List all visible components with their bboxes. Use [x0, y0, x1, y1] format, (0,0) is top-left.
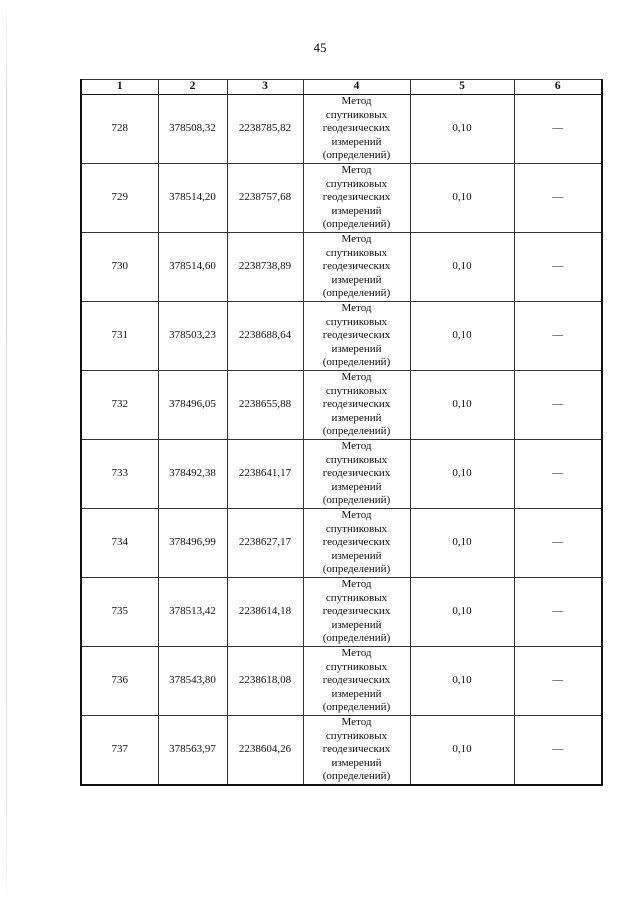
method-line: Метод: [341, 440, 372, 453]
method-line: (определений): [322, 356, 391, 369]
point-number-cell: 731: [81, 302, 158, 371]
method-line: измерений: [331, 204, 382, 217]
method-line: измерений: [331, 273, 382, 286]
method-line: геодезических: [322, 122, 391, 135]
note-cell: —: [514, 716, 602, 786]
y-coordinate-cell: 2238757,68: [227, 164, 303, 233]
method-line: спутниковых: [325, 591, 388, 604]
method-line: Метод: [341, 233, 372, 246]
table-row: [81, 716, 602, 786]
method-line: геодезических: [322, 260, 391, 273]
accuracy-cell: 0,10: [410, 95, 514, 164]
method-line: спутниковых: [325, 660, 388, 673]
accuracy-cell: 0,10: [410, 302, 514, 371]
method-line: Метод: [341, 578, 372, 591]
method-line: измерений: [331, 480, 382, 493]
point-number-cell: 728: [81, 95, 158, 164]
method-line: Метод: [341, 164, 372, 177]
point-number-cell: 737: [81, 716, 158, 786]
x-coordinate-cell: 378492,38: [158, 440, 227, 509]
x-coordinate-cell: 378508,32: [158, 95, 227, 164]
table-row: [81, 164, 602, 233]
method-line: (определений): [322, 425, 391, 438]
x-coordinate-cell: 378496,05: [158, 371, 227, 440]
method-cell: [303, 164, 410, 233]
header-col-2: 2: [158, 80, 227, 95]
scan-edge-shadow: [6, 0, 7, 905]
coordinates-table: [80, 79, 603, 786]
header-col-6: 6: [514, 80, 602, 95]
method-line: измерений: [331, 687, 382, 700]
y-coordinate-cell: 2238614,18: [227, 578, 303, 647]
x-coordinate-cell: 378514,20: [158, 164, 227, 233]
method-line: Метод: [341, 371, 372, 384]
method-line: измерений: [331, 618, 382, 631]
x-coordinate-cell: 378496,99: [158, 509, 227, 578]
accuracy-cell: 0,10: [410, 233, 514, 302]
method-cell: [303, 302, 410, 371]
method-line: Метод: [341, 95, 372, 108]
point-number-cell: 736: [81, 647, 158, 716]
method-line: геодезических: [322, 191, 391, 204]
method-line: измерений: [331, 342, 382, 355]
method-line: (определений): [322, 149, 391, 162]
x-coordinate-cell: 378503,23: [158, 302, 227, 371]
method-line: измерений: [331, 756, 382, 769]
method-cell: [303, 647, 410, 716]
method-line: спутниковых: [325, 246, 388, 259]
method-line: геодезических: [322, 743, 391, 756]
method-line: измерений: [331, 411, 382, 424]
method-cell: [303, 716, 410, 786]
method-line: геодезических: [322, 536, 391, 549]
method-line: спутниковых: [325, 315, 388, 328]
point-number-cell: 734: [81, 509, 158, 578]
y-coordinate-cell: 2238688,64: [227, 302, 303, 371]
method-line: геодезических: [322, 329, 391, 342]
table-row: [81, 302, 602, 371]
method-line: (определений): [322, 701, 391, 714]
method-line: спутниковых: [325, 729, 388, 742]
y-coordinate-cell: 2238641,17: [227, 440, 303, 509]
note-cell: —: [514, 95, 602, 164]
table-row: [81, 440, 602, 509]
method-line: спутниковых: [325, 522, 388, 535]
method-line: геодезических: [322, 398, 391, 411]
method-line: (определений): [322, 494, 391, 507]
method-line: (определений): [322, 770, 391, 783]
method-line: спутниковых: [325, 384, 388, 397]
accuracy-cell: 0,10: [410, 578, 514, 647]
method-line: измерений: [331, 549, 382, 562]
method-cell: [303, 371, 410, 440]
table-row: [81, 578, 602, 647]
point-number-cell: 730: [81, 233, 158, 302]
y-coordinate-cell: 2238618,08: [227, 647, 303, 716]
note-cell: —: [514, 371, 602, 440]
method-line: спутниковых: [325, 177, 388, 190]
x-coordinate-cell: 378513,42: [158, 578, 227, 647]
header-col-5: 5: [410, 80, 514, 95]
method-line: спутниковых: [325, 108, 388, 121]
header-col-3: 3: [227, 80, 303, 95]
point-number-cell: 729: [81, 164, 158, 233]
header-col-1: 1: [81, 80, 158, 95]
note-cell: —: [514, 164, 602, 233]
method-cell: [303, 440, 410, 509]
table-row: [81, 647, 602, 716]
method-line: спутниковых: [325, 453, 388, 466]
method-line: Метод: [341, 647, 372, 660]
x-coordinate-cell: 378543,80: [158, 647, 227, 716]
note-cell: —: [514, 647, 602, 716]
table-row: [81, 233, 602, 302]
y-coordinate-cell: 2238738,89: [227, 233, 303, 302]
method-line: (определений): [322, 218, 391, 231]
header-col-4: 4: [303, 80, 410, 95]
x-coordinate-cell: 378514,60: [158, 233, 227, 302]
method-line: Метод: [341, 509, 372, 522]
method-line: (определений): [322, 287, 391, 300]
accuracy-cell: 0,10: [410, 647, 514, 716]
y-coordinate-cell: 2238627,17: [227, 509, 303, 578]
accuracy-cell: 0,10: [410, 164, 514, 233]
page-number: 45: [313, 40, 327, 55]
method-line: Метод: [341, 716, 372, 729]
table-row: [81, 95, 602, 164]
table-header-row: [81, 80, 602, 95]
note-cell: —: [514, 440, 602, 509]
method-line: (определений): [322, 632, 391, 645]
point-number-cell: 733: [81, 440, 158, 509]
x-coordinate-cell: 378563,97: [158, 716, 227, 786]
accuracy-cell: 0,10: [410, 509, 514, 578]
accuracy-cell: 0,10: [410, 716, 514, 786]
point-number-cell: 735: [81, 578, 158, 647]
accuracy-cell: 0,10: [410, 440, 514, 509]
method-line: геодезических: [322, 605, 391, 618]
method-line: измерений: [331, 135, 382, 148]
table-body: [81, 95, 602, 786]
method-cell: [303, 578, 410, 647]
method-line: геодезических: [322, 467, 391, 480]
method-line: геодезических: [322, 674, 391, 687]
y-coordinate-cell: 2238655,88: [227, 371, 303, 440]
table-row: [81, 509, 602, 578]
method-line: (определений): [322, 563, 391, 576]
point-number-cell: 732: [81, 371, 158, 440]
method-line: Метод: [341, 302, 372, 315]
accuracy-cell: 0,10: [410, 371, 514, 440]
y-coordinate-cell: 2238785,82: [227, 95, 303, 164]
y-coordinate-cell: 2238604,26: [227, 716, 303, 786]
note-cell: —: [514, 233, 602, 302]
note-cell: —: [514, 509, 602, 578]
note-cell: —: [514, 302, 602, 371]
method-cell: [303, 95, 410, 164]
table-row: [81, 371, 602, 440]
note-cell: —: [514, 578, 602, 647]
method-cell: [303, 509, 410, 578]
method-cell: [303, 233, 410, 302]
